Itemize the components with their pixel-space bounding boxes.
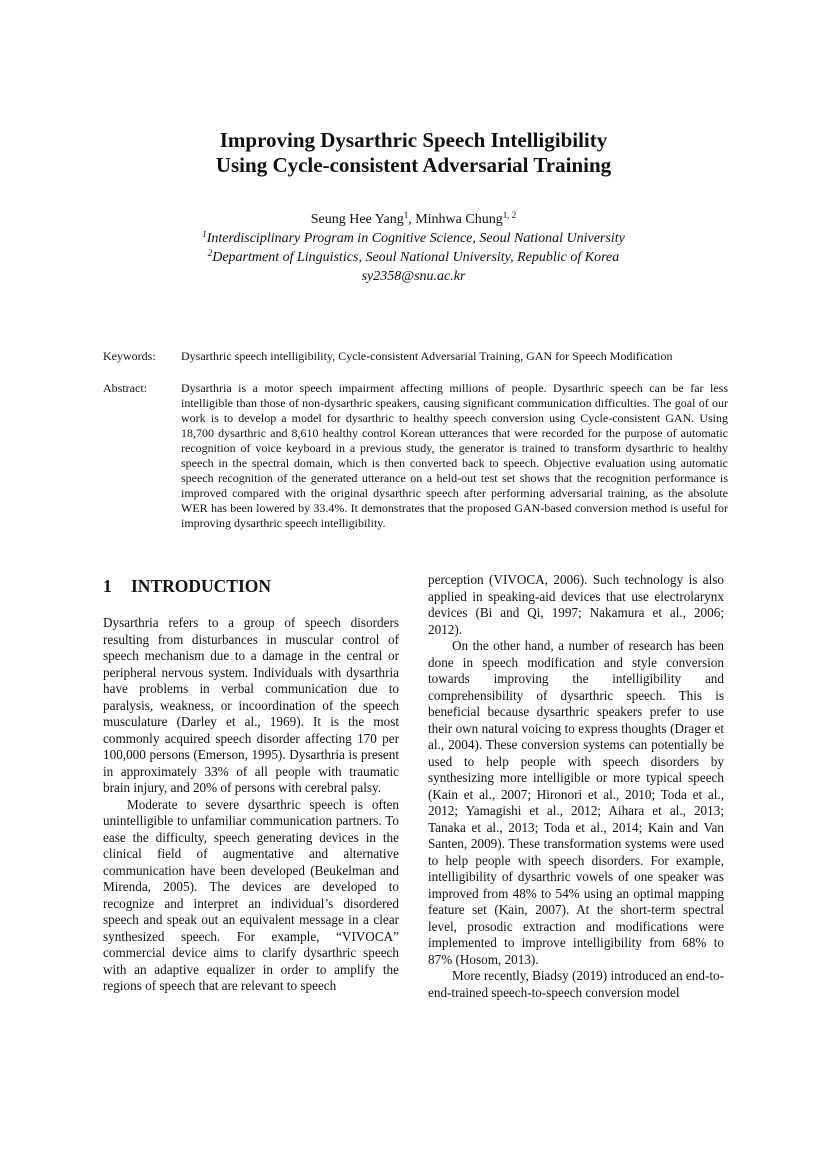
- right-column: [428, 572, 724, 1001]
- intro-paragraph-1: Dysarthria refers to a group of speech disorders resulting from disturbances in muscular control of speech mechanism due to a damage in the central or peripheral nervous system. Individuals with dysarthria have problems in verbal communication due to paralysis, weakness, or incoordination of the speech musculature (Darley et al., 1969). It is the most commonly acquired speech disorder affecting 170 per 100,000 persons (Emerson, 1995). Dysarthria is present in approximately 33% of all people with traumatic brain injury, and 20% of persons with cerebral palsy.: [103, 615, 399, 795]
- author-1: Seung Hee Yang: [310, 212, 404, 227]
- paper-title: [0, 128, 827, 178]
- title-line-2: Using Cycle-consistent Adversarial Training: [215, 153, 612, 177]
- abstract-text: Dysarthria is a motor speech impairment affecting millions of people. Dysarthric speech can be far less intelligible than those of non-dysarthric speakers, causing significant communication difficulties. The goal of our work is to develop a model for dysarthric to healthy speech conversion using Cycle-consistent GAN. Using 18,700 dysarthric and 8,610 healthy control Korean utterances that were recorded for the purpose of automatic recognition of voice keyboard in a previous study, the generator is trained to transform dysarthric to healthy speech in the spectral domain, which is then converted back to speech. Objective evaluation using automatic speech recognition of the generated utterance on a held-out test set shows that the recognition performance is improved compared with the original dysarthric speech after performing adversarial training, as the absolute WER has been lowered by 33.4%. It demonstrates that the proposed GAN-based conversion method is useful for improving dysarthric speech intelligibility.: [181, 381, 728, 530]
- abstract-label: Abstract:: [103, 381, 147, 395]
- author-block: [0, 210, 827, 286]
- affiliation-2-text: Department of Linguistics, Seoul National University, Republic of Korea: [212, 250, 620, 265]
- title-line-1: Improving Dysarthric Speech Intelligibility: [219, 128, 608, 152]
- affiliation-1-text: Interdisciplinary Program in Cognitive Science, Seoul National University: [206, 231, 625, 246]
- intro-paragraph-2: Moderate to severe dysarthric speech is often unintelligible to unfamiliar communication partners. To ease the difficulty, speech generating devices in the clinical field of augmentative and alternative communication have been developed (Beukelman and Mirenda, 2005). The devices are developed to recognize and interpret an individual’s disordered speech and speak out an equivalent message in a clear synthesized speech. For example, “VIVOCA” commercial device aims to clarify dysarthric speech with an adaptive equalizer in order to amplify the regions of speech that are relevant to speech: [103, 796, 399, 993]
- intro-paragraph-4: More recently, Biadsy (2019) introduced an end-to-end-trained speech-to-speech conversion model: [428, 968, 724, 1000]
- affiliation-2-mark: 2: [207, 248, 213, 258]
- affiliation-2: [0, 248, 827, 267]
- author-2: Minhwa Chung: [415, 212, 503, 227]
- affiliation-1-mark: 1: [202, 229, 207, 239]
- intro-paragraph-2-continued: perception (VIVOCA, 2006). Such technology is also applied in speaking-aid devices that use electrolarynx devices (Bi and Qi, 1997; Nakamura et al., 2006; 2012).: [428, 572, 724, 637]
- affiliation-1: [0, 229, 827, 248]
- author-1-affiliation-mark: 1: [403, 210, 409, 220]
- keywords-label: Keywords:: [103, 349, 156, 363]
- keywords-text: Dysarthric speech intelligibility, Cycle-consistent Adversarial Training, GAN for Speech Modification: [181, 349, 673, 363]
- author-email: sy2358@snu.ac.kr: [361, 269, 466, 284]
- section-number: 1: [103, 576, 112, 596]
- section-title: INTRODUCTION: [131, 576, 272, 596]
- author-separator: ,: [408, 212, 416, 227]
- intro-paragraph-3: On the other hand, a number of research has been done in speech modification and style conversion towards improving the intelligibility and comprehensibility of dysarthric speech. This is beneficial because dysarthric speakers prefer to use their own natural voicing to express thoughts (Drager et al., 2004). These conversion systems can potentially be used to help people with speech disorders by synthesizing more intelligible or more typical speech (Kain et al., 2007; Hironori et al., 2010; Toda et al., 2012; Yamagishi et al., 2012; Aihara et al., 2013; Tanaka et al., 2013; Toda et al., 2014; Kain and Van Santen, 2009). These transformation systems were used to help people with speech disorders. For example, intelligibility of dysarthric vowels of one speaker was improved from 48% to 54% using an optimal mapping feature set (Kain, 2007). At the short-term spectral level, prosodic extraction and modifications were implemented to improve intelligibility from 68% to 87% (Hosom, 2013).: [428, 638, 724, 967]
- left-column: [103, 572, 399, 995]
- author-names: [0, 210, 827, 229]
- author-2-affiliation-mark: 1, 2: [502, 210, 517, 220]
- section-heading: [103, 575, 399, 597]
